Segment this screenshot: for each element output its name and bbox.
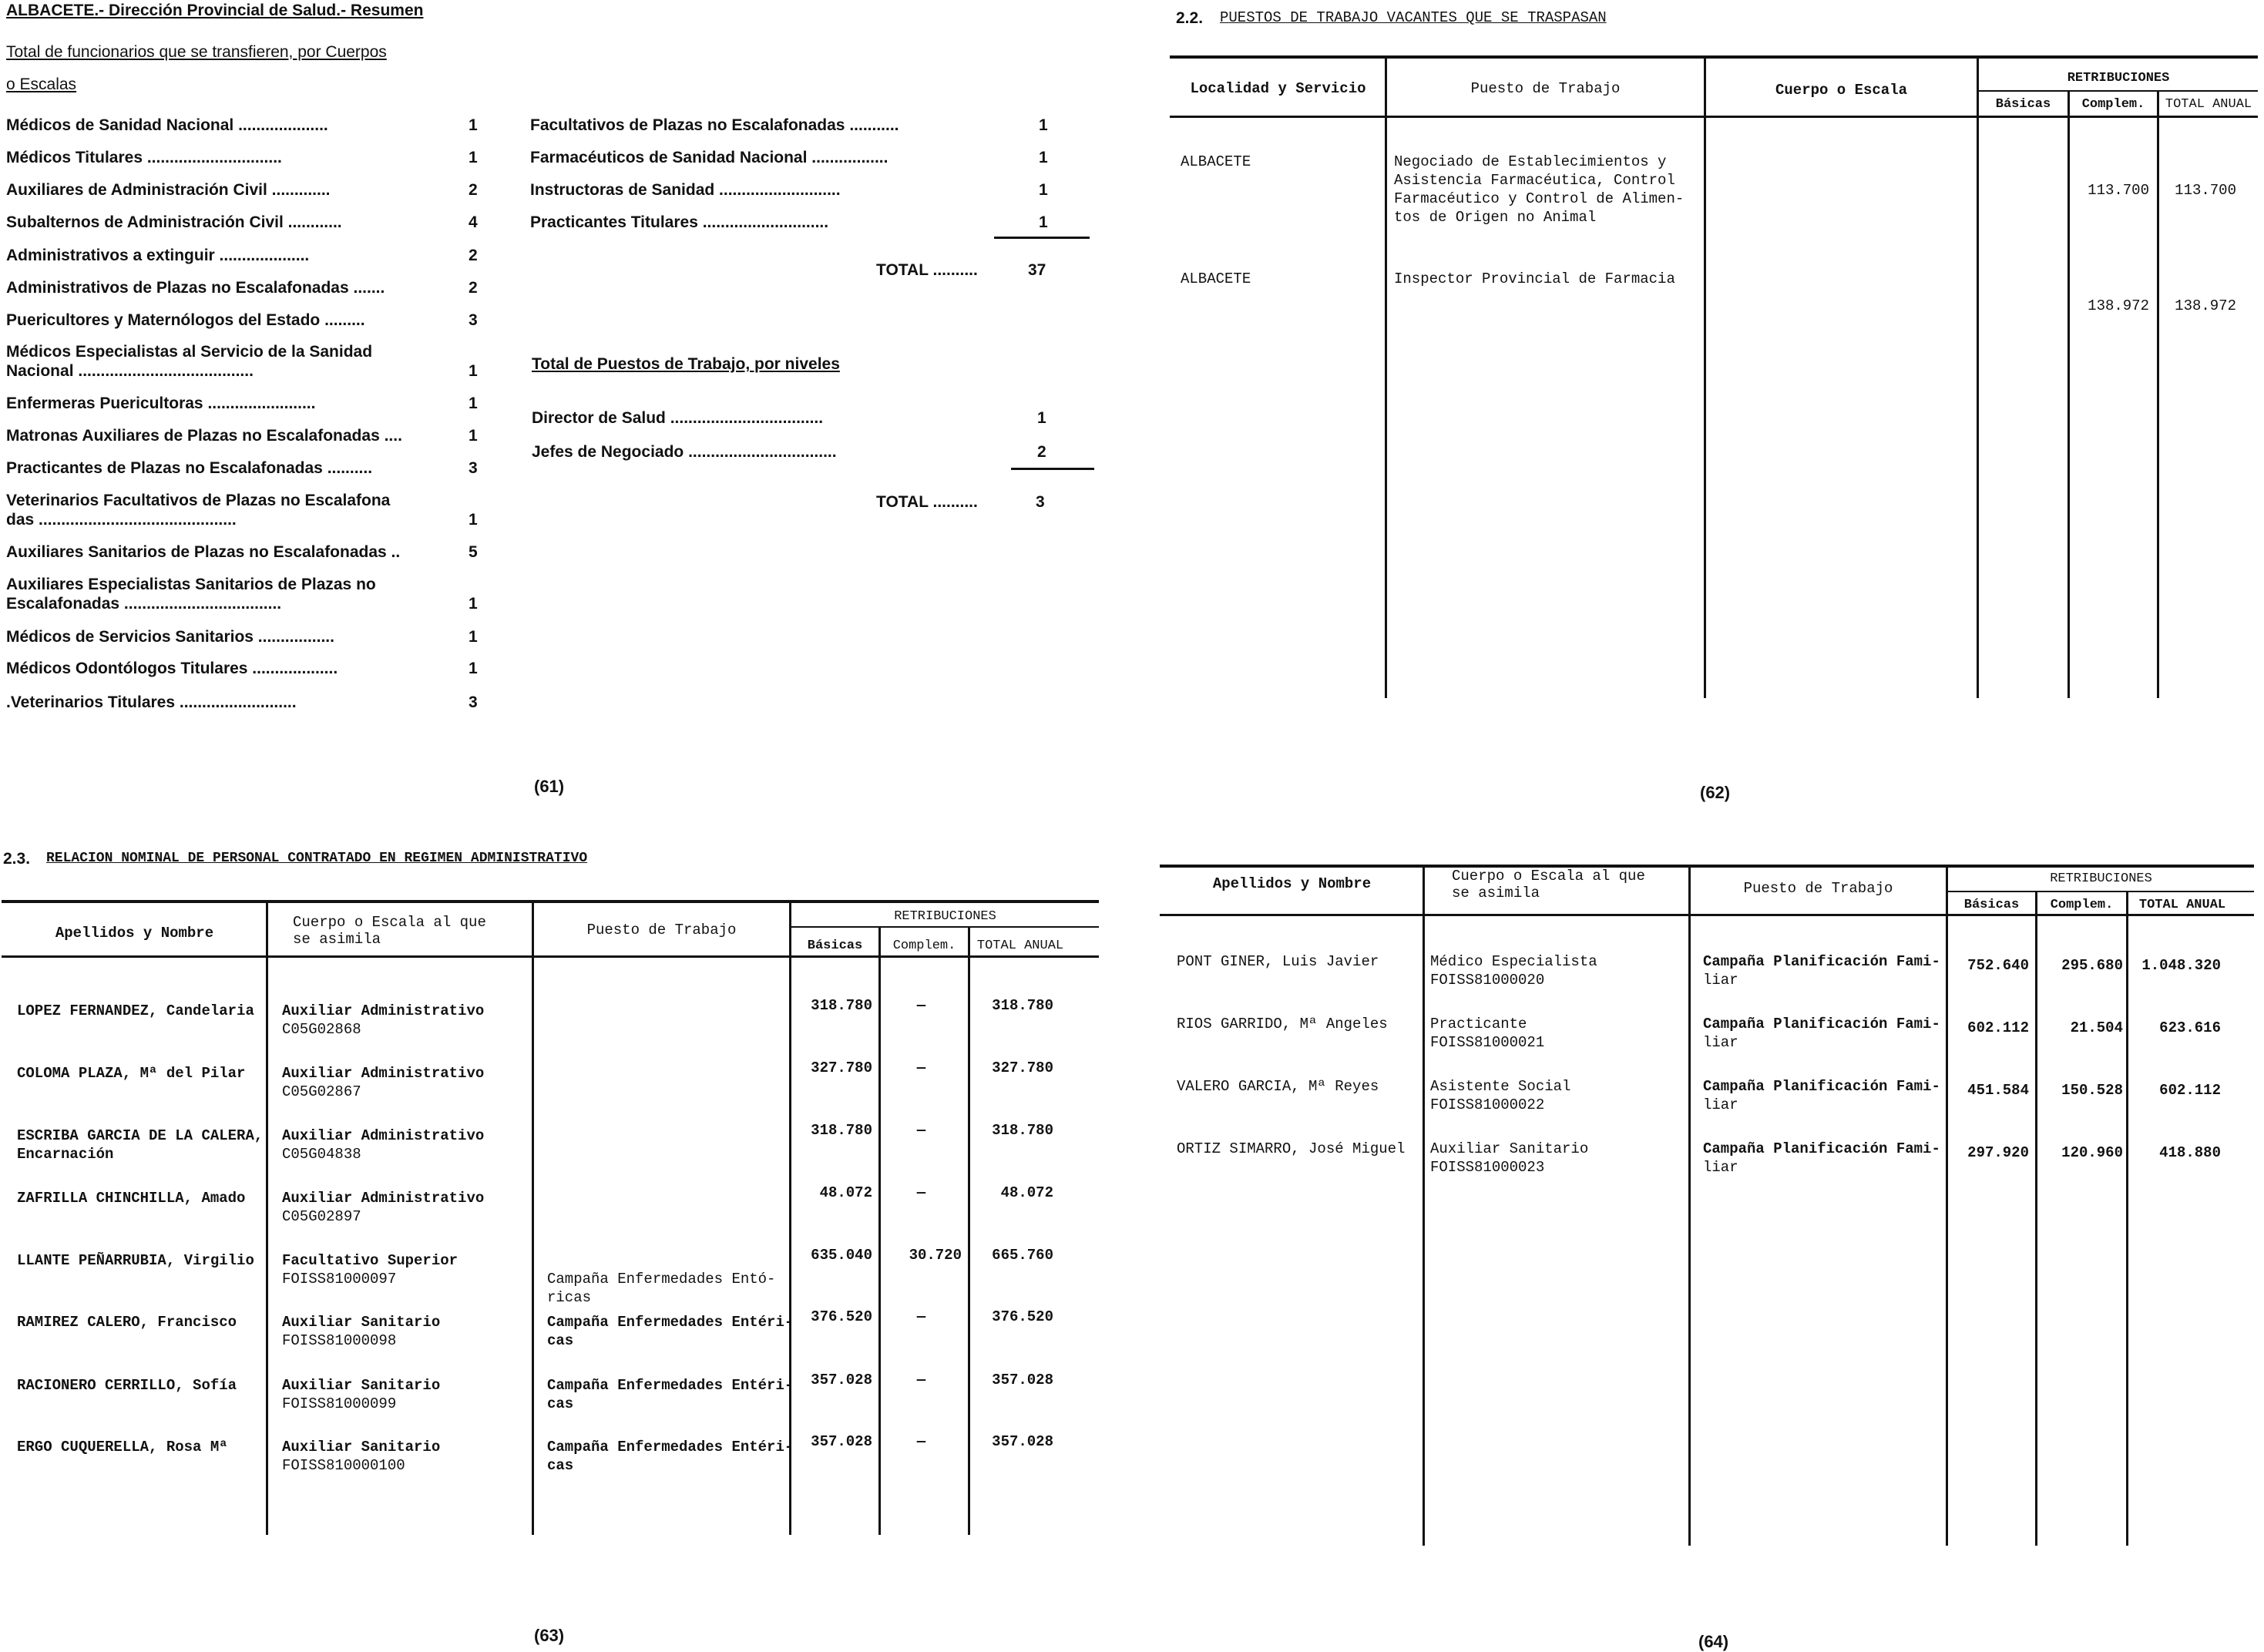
row-puesto: cas bbox=[547, 1395, 574, 1412]
page-61-total-2-value: 3 bbox=[1036, 493, 1045, 511]
row-puesto: Campaña Planificación Fami- bbox=[1703, 1140, 1940, 1157]
list-item-count: 4 bbox=[469, 213, 478, 231]
p62-vline-3 bbox=[1977, 59, 1979, 698]
page-63-header-num: 2.3. bbox=[3, 850, 31, 868]
row-complem: — bbox=[916, 1059, 926, 1076]
row-cuerpo: Médico Especialista bbox=[1430, 953, 1597, 970]
row-complem: 21.504 bbox=[2070, 1019, 2123, 1036]
page-61-subtitle-2: o Escalas bbox=[6, 76, 77, 93]
p62-row-2-localidad: ALBACETE bbox=[1181, 270, 1251, 287]
list-item-label: Auxiliares Sanitarios de Plazas no Escalafonadas .. bbox=[6, 543, 401, 561]
row-complem: 120.960 bbox=[2061, 1144, 2123, 1161]
list-item-count: 1 bbox=[469, 595, 478, 613]
row-basicas: 752.640 bbox=[1967, 957, 2029, 974]
p63-vline-1 bbox=[266, 903, 268, 1535]
p62-row-1-complem: 113.700 bbox=[2088, 182, 2149, 199]
p64-col-puesto: Puesto de Trabajo bbox=[1743, 880, 1893, 897]
list-item-count: 2 bbox=[469, 181, 478, 199]
list-item-label: Médicos Titulares .............................. bbox=[6, 149, 282, 166]
p62-vline-2 bbox=[1704, 59, 1706, 698]
list-item-label: Administrativos de Plazas no Escalafonadas ....... bbox=[6, 279, 385, 297]
row-total: 1.048.320 bbox=[2141, 957, 2221, 974]
list-item-label: Veterinarios Facultativos de Plazas no Escalafona bbox=[6, 492, 391, 509]
list-item-label: Instructoras de Sanidad ........................... bbox=[530, 181, 841, 199]
row-cuerpo: FOISS81000020 bbox=[1430, 972, 1545, 989]
list-item-label: das ............................................ bbox=[6, 511, 237, 529]
list-item-label: Farmacéuticos de Sanidad Nacional ................. bbox=[530, 149, 888, 166]
p62-row-1-localidad: ALBACETE bbox=[1181, 153, 1251, 170]
row-cuerpo: Auxiliar Sanitario bbox=[282, 1377, 441, 1394]
row-puesto: ricas bbox=[547, 1289, 592, 1306]
p62-row-1-puesto bbox=[1394, 153, 1684, 227]
list-item-label: Subalternos de Administración Civil ............ bbox=[6, 213, 342, 231]
row-basicas: 327.780 bbox=[811, 1059, 872, 1076]
p63-col-cuerpo-line-2: se asimila bbox=[293, 931, 381, 948]
p62-row-1-puesto-line-1: Negociado de Establecimientos y bbox=[1394, 153, 1667, 170]
row-total: 327.780 bbox=[992, 1059, 1053, 1076]
row-cuerpo: C05G02867 bbox=[282, 1083, 361, 1100]
row-cuerpo: Facultativo Superior bbox=[282, 1252, 459, 1269]
list-item-count: 1 bbox=[469, 116, 478, 134]
row-puesto: cas bbox=[547, 1332, 574, 1349]
row-complem: 30.720 bbox=[909, 1247, 962, 1264]
row-basicas: 357.028 bbox=[811, 1372, 872, 1388]
p62-col-retrib: RETRIBUCIONES bbox=[2067, 71, 2170, 86]
row-basicas: 602.112 bbox=[1967, 1019, 2029, 1036]
list-item-count: 2 bbox=[1037, 443, 1046, 461]
list-item-count: 1 bbox=[469, 395, 478, 412]
page-61-subtitle-1: Total de funcionarios que se transfieren, por Cuerpos bbox=[6, 43, 387, 61]
list-item-count: 3 bbox=[469, 311, 478, 329]
p63-col-retrib: RETRIBUCIONES bbox=[894, 909, 996, 924]
row-basicas: 318.780 bbox=[811, 997, 872, 1014]
list-item-count: 1 bbox=[469, 427, 478, 445]
row-cuerpo: Asistente Social bbox=[1430, 1078, 1571, 1095]
list-item-count: 1 bbox=[1039, 181, 1048, 199]
row-puesto: liar bbox=[1703, 972, 1738, 989]
row-total: 665.760 bbox=[992, 1247, 1053, 1264]
p64-vline-4 bbox=[2035, 892, 2037, 1546]
row-nombre: RIOS GARRIDO, Mª Angeles bbox=[1177, 1016, 1388, 1032]
row-puesto: Campaña Planificación Fami- bbox=[1703, 953, 1940, 970]
row-cuerpo: FOISS81000022 bbox=[1430, 1096, 1545, 1113]
p63-top-rule bbox=[2, 900, 1099, 903]
list-item-count: 2 bbox=[469, 279, 478, 297]
list-item-count: 1 bbox=[469, 660, 478, 677]
row-nombre: LLANTE PEÑARRUBIA, Virgilio bbox=[17, 1252, 254, 1269]
row-puesto: Campaña Planificación Fami- bbox=[1703, 1016, 1940, 1032]
list-item-label: Médicos de Sanidad Nacional .................... bbox=[6, 116, 328, 134]
p62-col-basicas: Básicas bbox=[1995, 97, 2051, 112]
p64-col-cuerpo-line-2: se asimila bbox=[1452, 885, 1540, 902]
p63-col-complem: Complem. bbox=[892, 938, 956, 953]
row-cuerpo: Auxiliar Sanitario bbox=[282, 1314, 441, 1331]
p64-header-rule bbox=[1160, 914, 2254, 916]
row-cuerpo: Auxiliar Administrativo bbox=[282, 1127, 485, 1144]
row-complem: — bbox=[916, 997, 926, 1014]
list-item-count: 1 bbox=[469, 511, 478, 529]
row-total: 602.112 bbox=[2159, 1082, 2221, 1099]
row-nombre: RAMIREZ CALERO, Francisco bbox=[17, 1314, 237, 1331]
row-puesto: Campaña Enfermedades Entéri- bbox=[547, 1439, 794, 1456]
row-cuerpo: FOISS81000099 bbox=[282, 1395, 397, 1412]
row-puesto: Campaña Planificación Fami- bbox=[1703, 1078, 1940, 1095]
p62-top-rule bbox=[1170, 55, 2258, 59]
row-basicas: 635.040 bbox=[811, 1247, 872, 1264]
p62-row-1-total: 113.700 bbox=[2175, 182, 2236, 199]
list-item-label: Médicos de Servicios Sanitarios ................. bbox=[6, 628, 334, 646]
row-basicas: 357.028 bbox=[811, 1433, 872, 1450]
p64-top-rule bbox=[1160, 865, 2254, 868]
p62-col-puesto: Puesto de Trabajo bbox=[1470, 80, 1621, 97]
list-item-label: Jefes de Negociado ................................. bbox=[532, 443, 837, 461]
p63-col-total: TOTAL ANUAL bbox=[976, 938, 1064, 953]
row-nombre: COLOMA PLAZA, Mª del Pilar bbox=[17, 1065, 246, 1082]
list-item-label: Practicantes Titulares ............................ bbox=[530, 213, 829, 231]
p64-col-cuerpo-line-1: Cuerpo o Escala al que bbox=[1452, 868, 1645, 885]
row-total: 357.028 bbox=[992, 1433, 1053, 1450]
list-item-label: .Veterinarios Titulares .......................... bbox=[6, 693, 297, 711]
row-complem: 295.680 bbox=[2061, 957, 2123, 974]
p62-col-localidad: Localidad y Servicio bbox=[1190, 80, 1366, 97]
page-61-total-1-value: 37 bbox=[1028, 261, 1046, 279]
row-cuerpo: FOISS81000098 bbox=[282, 1332, 397, 1349]
page-62-number: (62) bbox=[1700, 783, 1731, 802]
row-total: 357.028 bbox=[992, 1372, 1053, 1388]
p62-vline-1 bbox=[1385, 59, 1387, 698]
row-cuerpo: Practicante bbox=[1430, 1016, 1527, 1032]
page-61-niveles-title: Total de Puestos de Trabajo, por niveles bbox=[532, 355, 840, 373]
p62-row-2-total: 138.972 bbox=[2175, 297, 2236, 314]
p63-vline-2 bbox=[532, 903, 534, 1535]
p64-col-total: TOTAL ANUAL bbox=[2138, 898, 2226, 912]
row-cuerpo: Auxiliar Administrativo bbox=[282, 1065, 485, 1082]
p64-col-complem: Complem. bbox=[2050, 898, 2114, 912]
list-item-label: Auxiliares de Administración Civil ............. bbox=[6, 181, 331, 199]
row-nombre: ESCRIBA GARCIA DE LA CALERA, bbox=[17, 1127, 264, 1144]
row-cuerpo: Auxiliar Sanitario bbox=[1430, 1140, 1589, 1157]
row-nombre: RACIONERO CERRILLO, Sofía bbox=[17, 1377, 237, 1394]
p64-col-retrib: RETRIBUCIONES bbox=[2050, 871, 2152, 886]
list-item-label: Practicantes de Plazas no Escalafonadas .......... bbox=[6, 459, 373, 477]
p62-row-1-puesto-line-4: tos de Origen no Animal bbox=[1394, 209, 1597, 226]
row-total: 318.780 bbox=[992, 997, 1053, 1014]
list-item-count: 1 bbox=[469, 362, 478, 380]
page-62-header-num: 2.2. bbox=[1176, 9, 1204, 27]
row-puesto: liar bbox=[1703, 1096, 1738, 1113]
p62-row-2-puesto: Inspector Provincial de Farmacia bbox=[1394, 270, 1675, 287]
page-61-total-2-label: TOTAL .......... bbox=[876, 493, 978, 511]
list-item-label: Auxiliares Especialistas Sanitarios de Plazas no bbox=[6, 576, 376, 593]
p64-vline-5 bbox=[2126, 892, 2128, 1546]
row-nombre: ORTIZ SIMARRO, José Miguel bbox=[1177, 1140, 1406, 1157]
p62-retrib-rule bbox=[1977, 90, 2258, 92]
row-cuerpo: Auxiliar Sanitario bbox=[282, 1439, 441, 1456]
p63-header-rule bbox=[2, 955, 1099, 958]
list-item-label: Puericultores y Maternólogos del Estado ......... bbox=[6, 311, 365, 329]
list-item-label: Escalafonadas ................................... bbox=[6, 595, 282, 613]
p64-col-cuerpo bbox=[1452, 868, 1645, 902]
total-rule-2 bbox=[1011, 468, 1094, 470]
row-basicas: 376.520 bbox=[811, 1308, 872, 1325]
row-nombre: Encarnación bbox=[17, 1146, 114, 1163]
page-61-header: ALBACETE.- Dirección Provincial de Salud.- Resumen bbox=[6, 2, 424, 19]
p62-row-2-complem: 138.972 bbox=[2088, 297, 2149, 314]
list-item-count: 1 bbox=[1039, 213, 1048, 231]
row-total: 48.072 bbox=[1000, 1184, 1053, 1201]
p62-row-1-puesto-line-3: Farmacéutico y Control de Alimen- bbox=[1394, 190, 1685, 207]
row-basicas: 451.584 bbox=[1967, 1082, 2029, 1099]
row-nombre: ZAFRILLA CHINCHILLA, Amado bbox=[17, 1190, 246, 1207]
row-basicas: 297.920 bbox=[1967, 1144, 2029, 1161]
p64-vline-1 bbox=[1423, 868, 1425, 1546]
list-item-label: Director de Salud .................................. bbox=[532, 409, 824, 427]
row-puesto: Campaña Enfermedades Entó- bbox=[547, 1271, 776, 1288]
p62-row-1-puesto-line-2: Asistencia Farmacéutica, Control bbox=[1394, 172, 1675, 189]
row-cuerpo: FOISS81000023 bbox=[1430, 1159, 1545, 1176]
list-item-count: 1 bbox=[1037, 409, 1046, 427]
row-complem: — bbox=[916, 1122, 926, 1139]
row-puesto: Campaña Enfermedades Entéri- bbox=[547, 1314, 794, 1331]
page-63-header: RELACION NOMINAL DE PERSONAL CONTRATADO EN REGIMEN ADMINISTRATIVO bbox=[46, 851, 588, 866]
row-basicas: 318.780 bbox=[811, 1122, 872, 1139]
list-item-count: 5 bbox=[469, 543, 478, 561]
page-64-number: (64) bbox=[1698, 1632, 1729, 1651]
p62-header-rule bbox=[1170, 116, 2258, 118]
row-nombre: LOPEZ FERNANDEZ, Candelaria bbox=[17, 1002, 254, 1019]
list-item-label: Administrativos a extinguir .................... bbox=[6, 247, 310, 264]
list-item-count: 3 bbox=[469, 693, 478, 711]
p63-retrib-rule bbox=[789, 926, 1099, 928]
p64-col-basicas: Básicas bbox=[1963, 898, 2020, 912]
p63-col-nombre: Apellidos y Nombre bbox=[55, 925, 214, 942]
p64-col-nombre: Apellidos y Nombre bbox=[1212, 875, 1372, 892]
list-item-count: 3 bbox=[469, 459, 478, 477]
row-cuerpo: Auxiliar Administrativo bbox=[282, 1190, 485, 1207]
list-item-count: 1 bbox=[1039, 149, 1048, 166]
page-61-number: (61) bbox=[534, 777, 565, 796]
list-item-count: 1 bbox=[1039, 116, 1048, 134]
row-cuerpo: C05G02868 bbox=[282, 1021, 361, 1038]
row-total: 376.520 bbox=[992, 1308, 1053, 1325]
p62-col-cuerpo: Cuerpo o Escala bbox=[1775, 82, 1908, 99]
row-puesto: cas bbox=[547, 1457, 574, 1474]
row-puesto: Campaña Enfermedades Entéri- bbox=[547, 1377, 794, 1394]
row-total: 318.780 bbox=[992, 1122, 1053, 1139]
p63-col-cuerpo-line-1: Cuerpo o Escala al que bbox=[293, 914, 486, 931]
list-item-count: 2 bbox=[469, 247, 478, 264]
row-complem: — bbox=[916, 1372, 926, 1388]
row-puesto: liar bbox=[1703, 1159, 1738, 1176]
list-item-label: Médicos Especialistas al Servicio de la Sanidad bbox=[6, 343, 373, 361]
row-total: 623.616 bbox=[2159, 1019, 2221, 1036]
row-nombre: VALERO GARCIA, Mª Reyes bbox=[1177, 1078, 1379, 1095]
p64-vline-2 bbox=[1688, 868, 1691, 1546]
list-item-label: Enfermeras Puericultoras ........................ bbox=[6, 395, 316, 412]
row-complem: — bbox=[916, 1433, 926, 1450]
row-nombre: ERGO CUQUERELLA, Rosa Mª bbox=[17, 1439, 228, 1456]
list-item-label: Médicos Odontólogos Titulares ................... bbox=[6, 660, 338, 677]
p63-col-basicas: Básicas bbox=[807, 938, 863, 953]
row-complem: — bbox=[916, 1184, 926, 1201]
row-cuerpo: FOISS810000100 bbox=[282, 1457, 405, 1474]
list-item-label: Matronas Auxiliares de Plazas no Escalafonadas .... bbox=[6, 427, 402, 445]
row-cuerpo: Auxiliar Administrativo bbox=[282, 1002, 485, 1019]
row-cuerpo: C05G02897 bbox=[282, 1208, 361, 1225]
list-item-label: Nacional ....................................... bbox=[6, 362, 254, 380]
list-item-count: 1 bbox=[469, 149, 478, 166]
row-total: 418.880 bbox=[2159, 1144, 2221, 1161]
row-complem: — bbox=[916, 1308, 926, 1325]
row-complem: 150.528 bbox=[2061, 1082, 2123, 1099]
p62-col-complem: Complem. bbox=[2081, 97, 2145, 112]
page-62-header: PUESTOS DE TRABAJO VACANTES QUE SE TRASPASAN bbox=[1220, 9, 1607, 26]
row-cuerpo: FOISS81000021 bbox=[1430, 1034, 1545, 1051]
p63-col-cuerpo bbox=[293, 914, 486, 948]
row-puesto: liar bbox=[1703, 1034, 1738, 1051]
row-basicas: 48.072 bbox=[819, 1184, 872, 1201]
p64-retrib-rule bbox=[1946, 891, 2254, 892]
page-63-number: (63) bbox=[534, 1626, 565, 1645]
row-nombre: PONT GINER, Luis Javier bbox=[1177, 953, 1379, 970]
p63-col-puesto: Puesto de Trabajo bbox=[586, 922, 737, 938]
list-item-count: 1 bbox=[469, 628, 478, 646]
row-cuerpo: FOISS81000097 bbox=[282, 1271, 397, 1288]
page-61-total-1-label: TOTAL .......... bbox=[876, 261, 978, 279]
row-cuerpo: C05G04838 bbox=[282, 1146, 361, 1163]
p62-col-total: TOTAL ANUAL bbox=[2165, 97, 2252, 112]
total-rule-1 bbox=[994, 237, 1090, 239]
list-item-label: Facultativos de Plazas no Escalafonadas ........... bbox=[530, 116, 899, 134]
